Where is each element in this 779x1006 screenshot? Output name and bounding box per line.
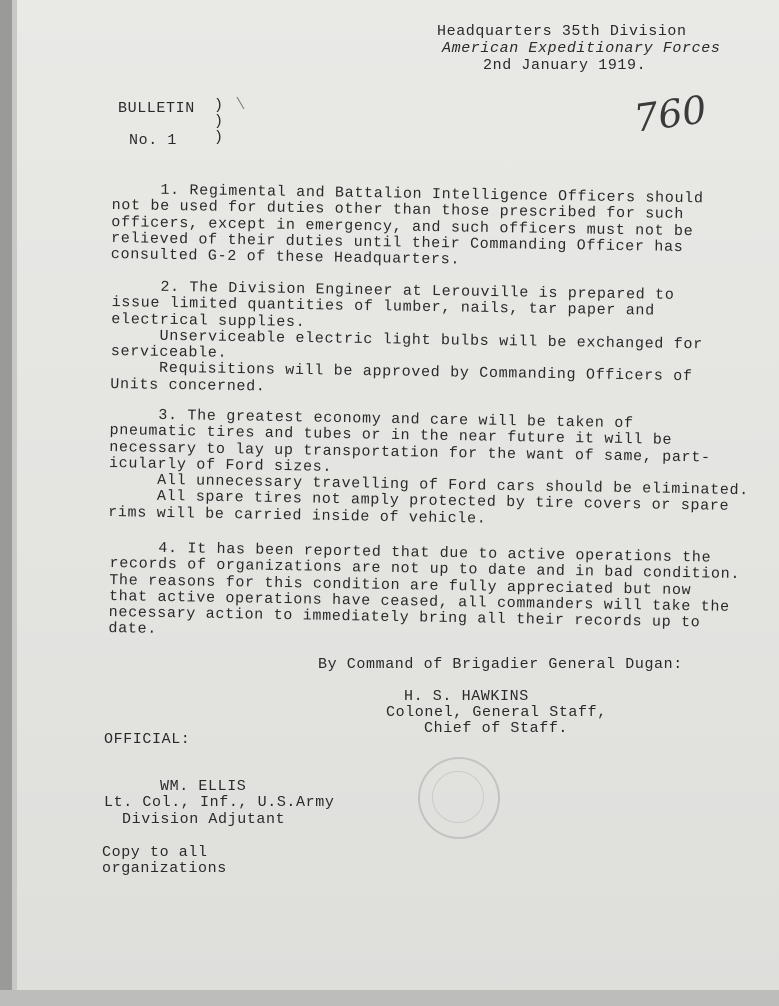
signatory-title-2: Chief of Staff. [424, 720, 569, 737]
page-left-edge [0, 0, 12, 1006]
adjutant-rank: Lt. Col., Inf., U.S.Army [104, 794, 335, 811]
archives-stamp-inner [432, 771, 484, 823]
adjutant-name: WM. ELLIS [160, 778, 247, 795]
paragraph-4: 4. It has been reported that due to active operations the records of organizations are not up to date and in bad condition. The reasons for this condition are fully appreciated but now that active operations have ceased, all commanders will take the necessary action to immediately bring all their records up to date. [108, 539, 741, 639]
command-line: By Command of Brigadier General Dugan: [318, 656, 683, 673]
header-date: 2nd January 1919. [483, 57, 647, 74]
bulletin-brace: ) ) ) [214, 97, 224, 146]
paragraph-1: 1. Regimental and Battalion Intelligence Officers should not be used for duties other than those prescribed for such officers, except in emergency, and such officers must not be relieved of their duties until their Commanding Officer has consulted G-2 of these Headquarters. [110, 181, 704, 269]
header-line-1: Headquarters 35th Division [437, 23, 687, 40]
bulletin-number: No. 1 [129, 132, 178, 149]
header-line-2: American Expeditionary Forces [442, 40, 721, 57]
adjutant-position: Division Adjutant [122, 811, 286, 828]
page-bottom-edge [0, 990, 779, 1006]
bulletin-title: BULLETIN [118, 100, 195, 117]
official-label: OFFICIAL: [104, 731, 191, 748]
paragraph-3: 3. The greatest economy and care will be taken of pneumatic tires and tubes or in the near future it will be necessary to lay up transportation for the want of same, part- icularly of Ford sizes. All unnecessary travelling of Ford cars should be eliminated. All spare tires not amply protected by tire covers or spare rims will be carried inside of vehicle. [108, 406, 750, 528]
signatory-title-1: Colonel, General Staff, [386, 704, 607, 721]
page-left-shadow [12, 0, 17, 1006]
handwritten-number: 760 [631, 87, 710, 141]
pencil-mark [237, 97, 245, 110]
paragraph-2: 2. The Division Engineer at Lerouville is prepared to issue limited quantities of lumber, nails, tar paper and electrical supplies. Unserviceable electric light bulbs will be exchanged for serviceable. Requisitions will be approved by Commanding Officers of Units concerned. [110, 278, 703, 396]
signatory-name: H. S. HAWKINS [404, 688, 529, 705]
copy-line-2: organizations [102, 860, 227, 877]
copy-line-1: Copy to all [102, 844, 208, 861]
archives-stamp [418, 757, 500, 839]
